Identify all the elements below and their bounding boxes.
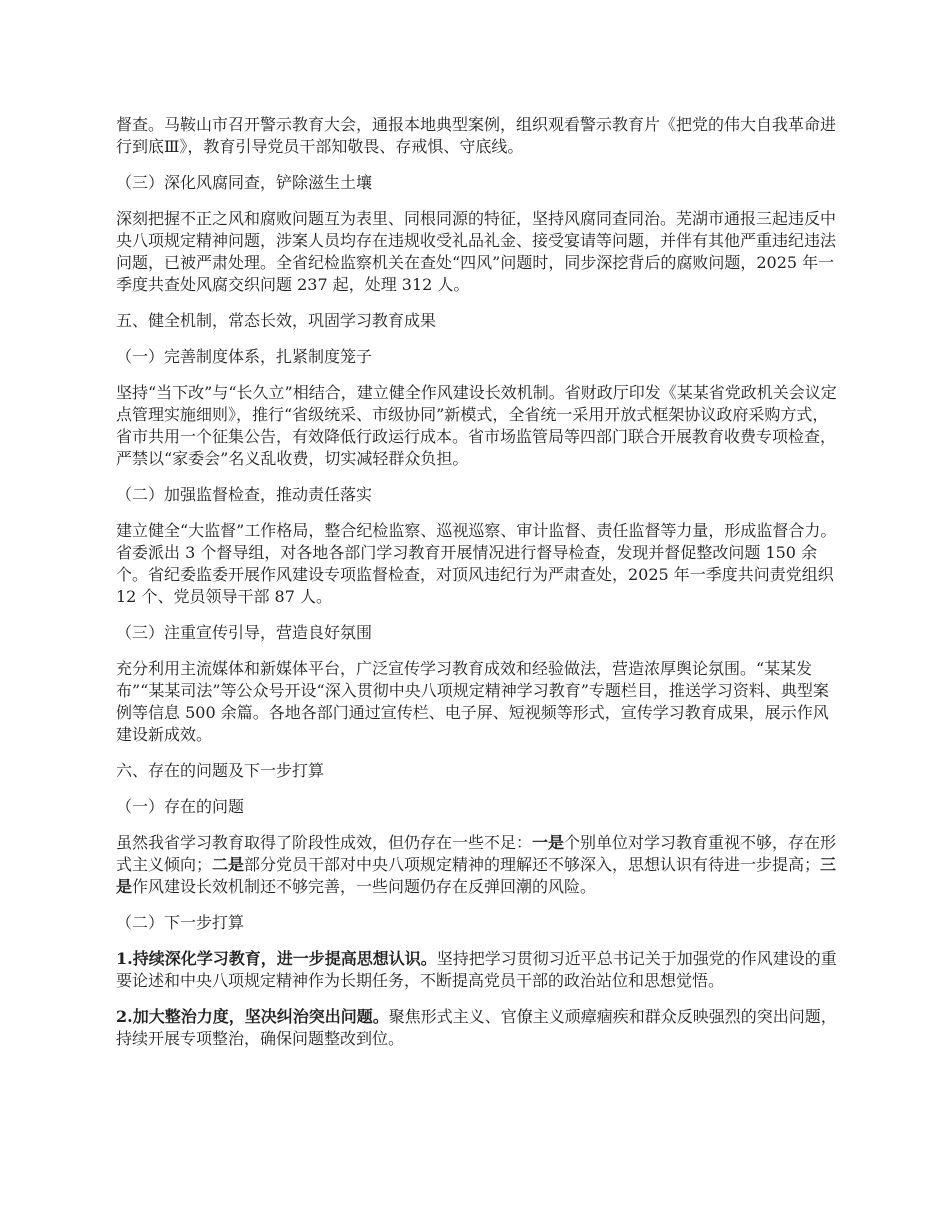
paragraph-warning-education: 督查。马鞍山市召开警示教育大会，通报本地典型案例，组织观看警示教育片《把党的伟大自我革命进行到底Ⅲ》，教育引导党员干部知敬畏、存戒惧、守底线。 bbox=[116, 115, 837, 156]
subheading-problems: （一）存在的问题 bbox=[116, 797, 245, 816]
next-step-text: 聚焦形式主义、官僚主义顽瘴痼疾和群众反映强烈的突出问题，持续开展专项整治，确保问题整改到位。 bbox=[116, 1007, 837, 1048]
paragraph-publicity: 充分利用主流媒体和新媒体平台，广泛宣传学习教育成效和经验做法，营造浓厚舆论氛围。“某某发布”“某某司法”等公众号开设“深入贯彻中央八项规定精神学习教育”专题栏目，推送学习资料、典型案例等信息 500 余篇。各地各部门通过宣传栏、电子屏、短视频等形式，宣传学习教育成果，展示作风建设新成效。 bbox=[116, 659, 829, 744]
paragraph-institution: 坚持“当下改”与“长久立”相结合，建立健全作风建设长效机制。省财政厅印发《某某省党政机关会议定点管理实施细则》，推行“省级统采、市级协同”新模式，全省统一采用开放式框架协议政府采购方式，省市共用一个征集公告，有效降低行政运行成本。省市场监管局等四部门联合开展教育收费专项检查，严禁以“家委会”名义乱收费，切实减轻群众负担。 bbox=[116, 383, 837, 468]
section-heading-six: 六、存在的问题及下一步打算 bbox=[116, 761, 325, 780]
next-step-item bbox=[116, 948, 844, 992]
problems-text-3: 作风建设长效机制还不够完善，一些问题仍存在反弹回潮的风险。 bbox=[132, 877, 597, 896]
problems-keyword-3: 三是 bbox=[116, 855, 837, 896]
subheading-wind-corruption: （三）深化风腐同查，铲除滋生土壤 bbox=[116, 173, 373, 192]
section-heading-five: 五、健全机制，常态长效，巩固学习教育成果 bbox=[116, 311, 437, 330]
next-step-text: 坚持把学习贯彻习近平总书记关于加强党的作风建设的重要论述和中央八项规定精神作为长期任务，不断提高党员干部的政治站位和思想觉悟。 bbox=[116, 949, 837, 990]
next-step-title: 2.加大整治力度，坚决纠治突出问题。 bbox=[116, 1007, 389, 1026]
subheading-supervision: （二）加强监督检查，推动责任落实 bbox=[116, 485, 373, 504]
subheading-publicity: （三）注重宣传引导，营造良好氛围 bbox=[116, 623, 373, 642]
problems-keyword-2: 二是 bbox=[212, 855, 245, 874]
document-body bbox=[116, 114, 844, 1064]
paragraph-supervision: 建立健全“大监督”工作格局，整合纪检监察、巡视巡察、审计监督、责任监督等力量，形成监督合力。省委派出 3 个督导组，对各地各部门学习教育开展情况进行督导检查，发现并督促整改问题 150 余个。省纪委监委开展作风建设专项监督检查，对顶风违纪行为严肃查处，2025 年一季度共问责党组织 12 个、党员领导干部 87 人。 bbox=[116, 521, 837, 606]
subheading-next-steps: （二）下一步打算 bbox=[116, 913, 245, 932]
problems-keyword-1: 一是 bbox=[532, 833, 565, 852]
paragraph-problems bbox=[116, 832, 844, 898]
paragraph-wind-corruption: 深刻把握不正之风和腐败问题互为表里、同根同源的特征，坚持风腐同查同治。芜湖市通报三起违反中央八项规定精神问题，涉案人员均存在违规收受礼品礼金、接受宴请等问题，并伴有其他严重违纪违法问题，已被严肃处理。全省纪检监察机关在查处“四风”问题时，同步深挖背后的腐败问题，2025 年一季度共查处风腐交织问题 237 起，处理 312 人。 bbox=[116, 209, 837, 294]
next-step-item bbox=[116, 1006, 844, 1050]
problems-text-2: 部分党员干部对中央八项规定精神的理解还不够深入，思想认识有待进一步提高； bbox=[244, 855, 821, 874]
problems-text-1: 个别单位对学习教育重视不够，存在形式主义倾向； bbox=[116, 833, 837, 874]
next-step-title: 1.持续深化学习教育，进一步提高思想认识。 bbox=[116, 949, 437, 968]
problems-intro: 虽然我省学习教育取得了阶段性成效，但仍存在一些不足： bbox=[116, 833, 533, 852]
subheading-institution: （一）完善制度体系，扎紧制度笼子 bbox=[116, 347, 373, 366]
